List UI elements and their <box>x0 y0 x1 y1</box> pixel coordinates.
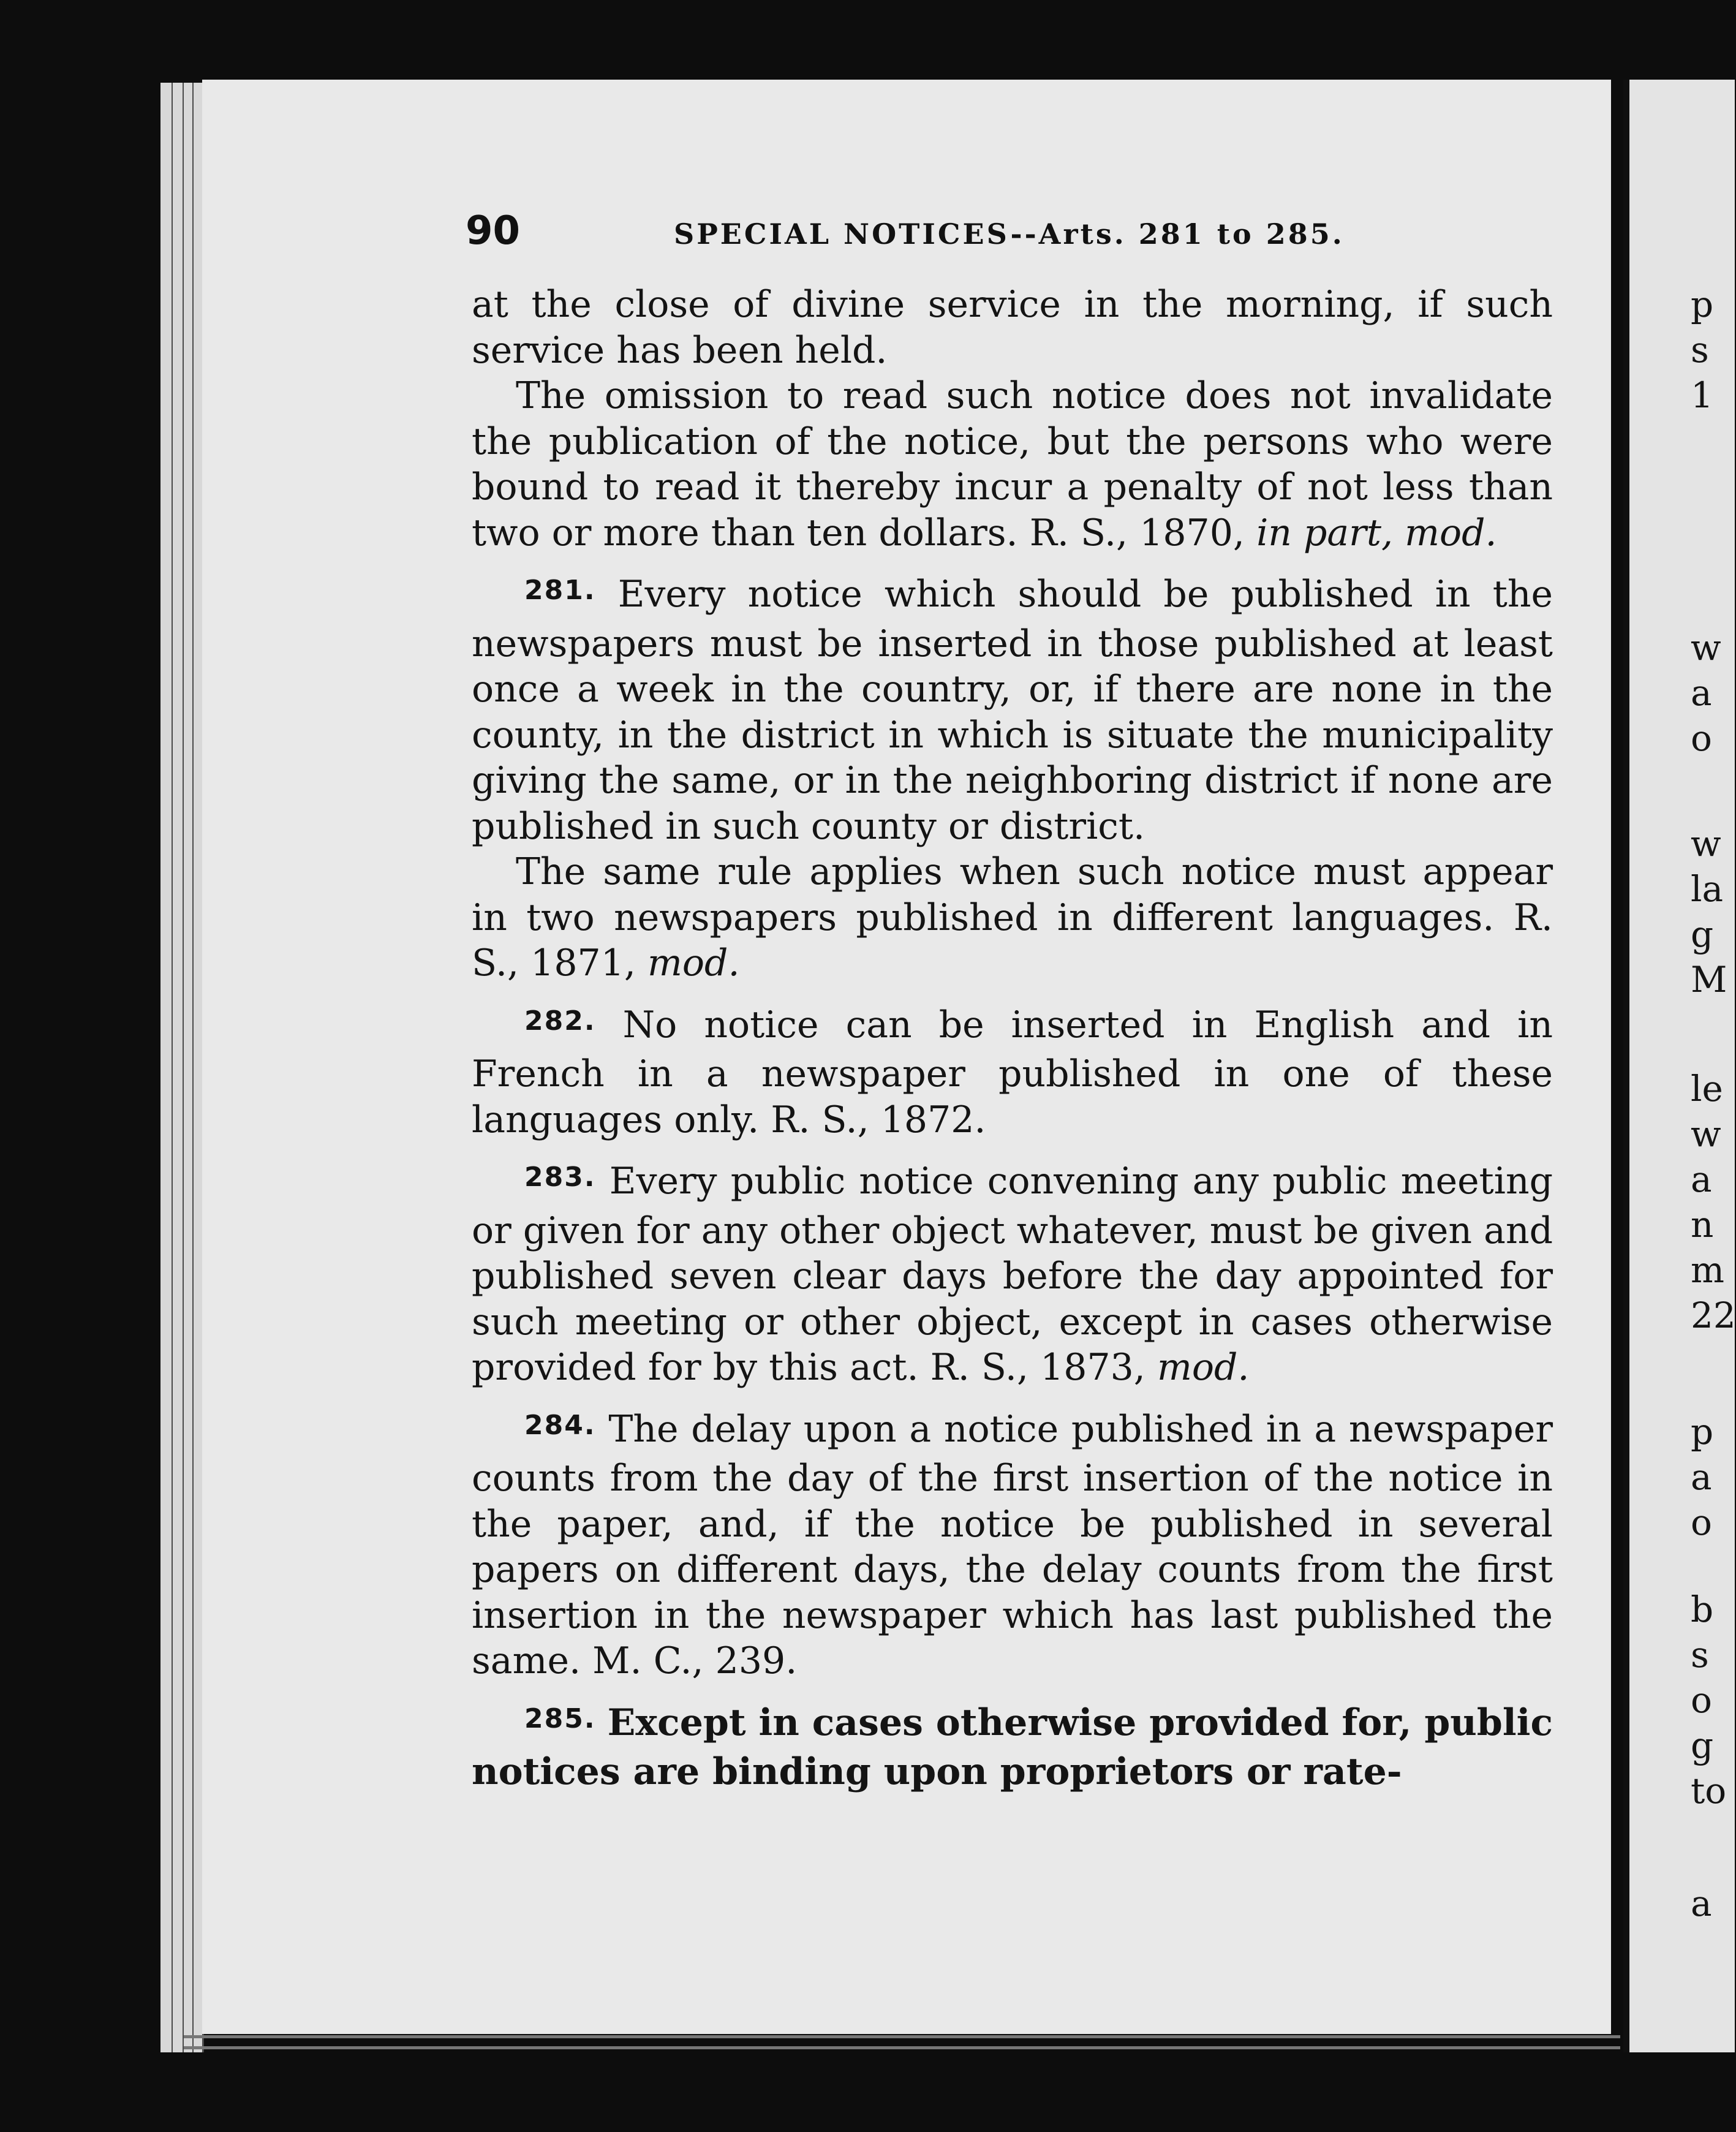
article-284 <box>472 1407 1553 1684</box>
article-text: No notice can be inserted in English and in French in a newspaper published in one of these languages only. R. S., 1872. <box>472 1003 1553 1141</box>
page-number: 90 <box>466 208 521 254</box>
facing-page-fragment: a <box>1691 1883 1712 1924</box>
article-text: The same rule applies when such notice must appear in two newspapers published in different languages. R. S., 1871, <box>472 850 1553 985</box>
facing-page-fragment: p s 1 <box>1691 284 1714 416</box>
article-citation: mod. <box>647 942 740 985</box>
facing-page-fragment: le w a n m 22 <box>1691 1068 1736 1336</box>
article-text: The delay upon a notice published in a newspaper counts from the day of the first insertion of the notice in the paper, and, if the notice be published in several papers on different days, the delay counts from the first insertion in the newspaper which has last published the same. M. C., 239. <box>472 1407 1553 1682</box>
article-number: 284. <box>524 1409 596 1441</box>
facing-page-fragment: p a o <box>1691 1411 1714 1543</box>
article-text: Except in cases otherwise provided for, public notices are binding upon proprietors or rate- <box>472 1701 1553 1793</box>
article-285 <box>472 1700 1553 1795</box>
intro-line: at the close of divine service in the morning, if such service has been held. <box>472 283 1553 372</box>
intro-paragraph <box>472 373 1553 556</box>
article-282 <box>472 1002 1553 1143</box>
body-text <box>472 282 1553 1795</box>
article-text: Every public notice convening any public meeting or given for any other object whatever, must be given and published seven clear days before the day appointed for such meeting or other object, except in cases otherwise provided for by this act. R. S., 1873, <box>472 1160 1553 1389</box>
intro-paragraph-text: The omission to read such notice does not invalidate the publication of the notice, but the persons who were bound to read it thereby incur a penalty of not less than two or more than ten dollars. R. S., <box>472 374 1553 554</box>
page-edge <box>160 83 173 2052</box>
article-number: 282. <box>524 1005 596 1037</box>
facing-page-fragment: w a o <box>1691 627 1721 759</box>
article-number: 283. <box>524 1162 596 1193</box>
page-edge <box>184 83 194 2052</box>
article-281-paragraph <box>472 849 1553 986</box>
running-head-title: SPECIAL NOTICES--Arts. 281 to 285. <box>674 217 1345 251</box>
page-stack-edge <box>184 2046 1620 2049</box>
article-number: 285. <box>524 1703 596 1734</box>
facing-page-fragment: b s o g to <box>1691 1589 1727 1812</box>
article-citation: mod. <box>1157 1346 1250 1389</box>
page-edge <box>173 83 184 2052</box>
facing-page-fragment: w la g M <box>1691 823 1727 1000</box>
article-number: 281. <box>524 575 596 606</box>
intro-citation-year: 1870, <box>1139 511 1245 554</box>
article-281 <box>472 572 1553 849</box>
intro-citation: in part, mod. <box>1256 511 1497 554</box>
article-283 <box>472 1159 1553 1391</box>
article-text: Every notice which should be published in the newspapers must be inserted in those published at least once a week in the country, or, if there are none in the county, in the district in which is situate the municipality giving the same, or in the neighboring district if none are published in such county or district. <box>472 573 1553 848</box>
page-stack-edge <box>184 2035 1620 2038</box>
